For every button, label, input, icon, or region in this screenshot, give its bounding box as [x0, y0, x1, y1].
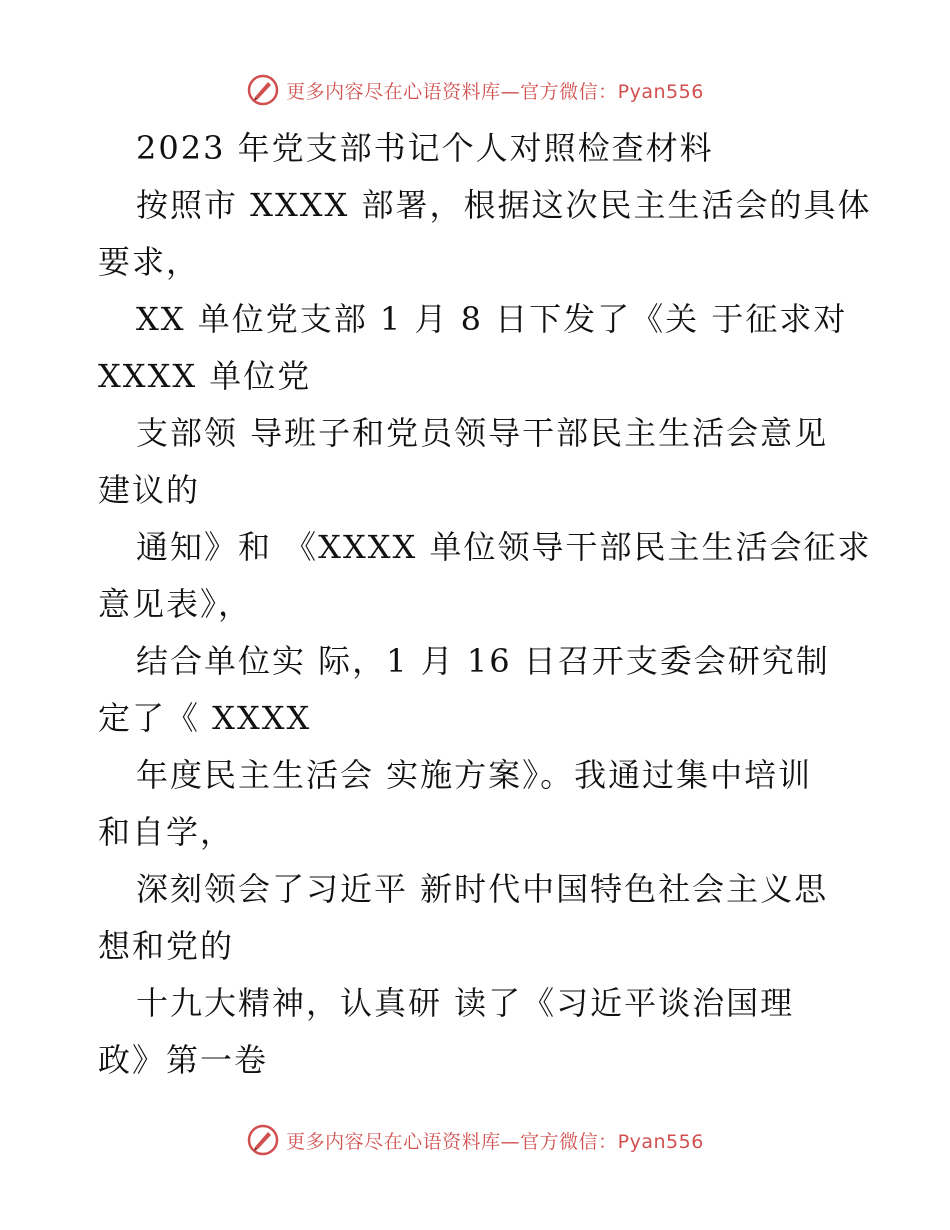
text-line: XX 单位党支部 1 月 8 日下发了《关 于征求对 [136, 300, 848, 338]
text-line: 按照市 XXXX 部署，根据这次民主生活会的具体 [136, 186, 872, 224]
text-line: 支部领 导班子和党员领导干部民主生活会意见 [136, 414, 829, 452]
header-watermark [0, 70, 950, 110]
pen-seal-icon [246, 73, 280, 107]
text-line: 意见表》， [98, 585, 253, 623]
watermark-text: 更多内容尽在心语资料库—官方微信：Pyan556 [286, 80, 704, 103]
text-line: 建议的 [98, 471, 201, 509]
text-line: 定了《 XXXX [98, 699, 312, 737]
text-line: 政》第一卷 [98, 1041, 269, 1079]
text-line: 十九大精神，认真研 读了《习近平谈治国理 [136, 984, 795, 1022]
text-line: 通知》和 《XXXX 单位领导干部民主生活会征求 [136, 528, 872, 566]
text-line: 2023 年党支部书记个人对照检查材料 [136, 129, 714, 167]
text-line: XXXX 单位党 [98, 357, 312, 395]
pen-seal-icon [246, 1123, 280, 1157]
text-line: 年度民主生活会 实施方案》。我通过集中培训 [136, 756, 813, 794]
text-line: 要求， [98, 243, 201, 281]
footer-watermark [0, 1120, 950, 1160]
text-line: 想和党的 [98, 927, 235, 965]
text-line: 结合单位实 际，1 月 16 日召开支委会研究制 [136, 642, 830, 680]
document-body [98, 120, 872, 1089]
text-line: 和自学， [98, 813, 235, 851]
watermark-text: 更多内容尽在心语资料库—官方微信：Pyan556 [286, 1130, 704, 1153]
text-line: 深刻领会了习近平 新时代中国特色社会主义思 [136, 870, 829, 908]
